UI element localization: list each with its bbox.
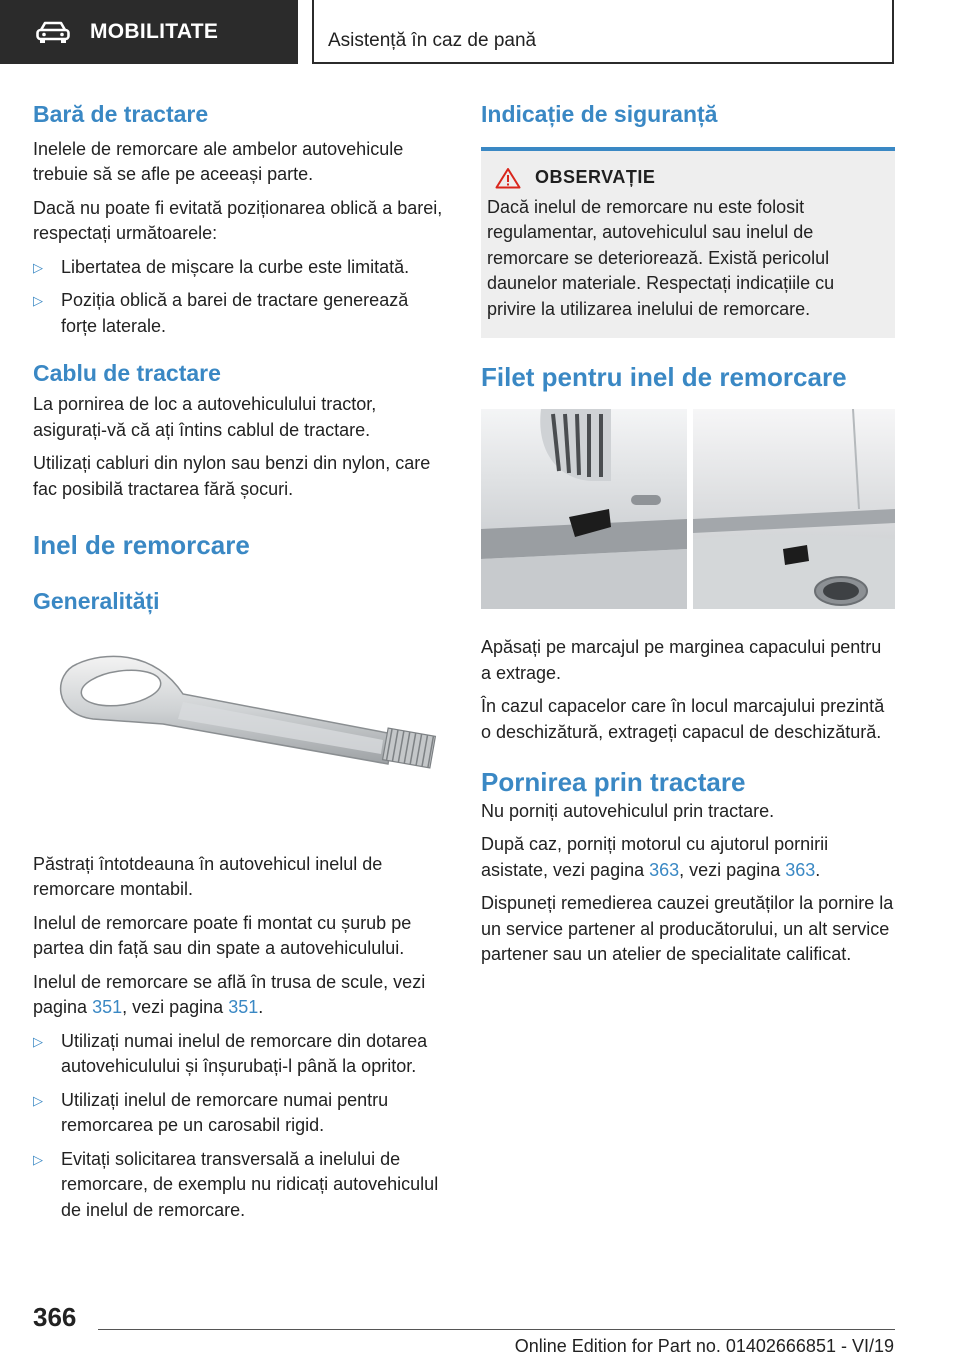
triangle-bullet-icon: ▷ — [33, 259, 43, 275]
tow-ring-paragraph-3: Inelul de remorcare se află în trusa de scule, vezi pagina 351, vezi pagina 351. — [33, 971, 426, 1018]
page-link[interactable]: 363 — [785, 859, 816, 880]
chapter-label: Asistență în caz de pană — [328, 30, 537, 51]
tow-ring-paragraph-1: Păstrați întotdeauna în autovehicul inelul de remorcare montabil. — [33, 853, 383, 900]
tow-start-paragraph-1: Nu porniți autovehiculul prin tractare. — [481, 800, 775, 821]
page-header — [0, 0, 960, 66]
thread-paragraph-1: Apăsați pe marcajul pe marginea capacului pentru a extrage. — [481, 637, 882, 683]
edition-text: Online Edition for Part no. 01402666851 - VI/19 — [514, 1336, 894, 1356]
list-item: ▷ Poziția oblică a barei de tractare generează forțe laterale. — [33, 290, 409, 336]
section-label: MOBILITATE — [90, 20, 219, 43]
safety-heading: Indicație de siguranță — [481, 101, 718, 127]
page-link[interactable]: 363 — [649, 859, 680, 880]
thread-paragraph-2: În cazul capacelor care în locul marcajului prezintă o deschizătură, extrageți capacul de deschizătură. — [481, 696, 885, 742]
list-item: ▷ Utilizați inelul de remorcare numai pentru remorcarea pe un carosabil rigid. — [33, 1089, 389, 1136]
tow-cable-paragraph-2: Utilizați cabluri din nylon sau benzi din nylon, care fac posibilă tractarea fără șocuri. — [33, 453, 431, 499]
tow-ring-heading: Inel de remorcare — [33, 530, 250, 560]
list-item: ▷ Utilizați numai inelul de remorcare din dotarea autovehiculului și înșurubați-l până la opritor. — [33, 1030, 428, 1077]
tow-start-paragraph-3: Dispuneți remedierea cauzei greutăților la pornire la un service partener al producătorului, un alt service partener sau un atelier de specialitate calificat. — [481, 893, 894, 965]
footer-divider — [98, 1329, 895, 1330]
thread-photos — [481, 409, 895, 609]
page-number: 366 — [33, 1302, 77, 1332]
triangle-bullet-icon: ▷ — [33, 1033, 43, 1049]
general-heading: Generalități — [33, 588, 160, 615]
car-icon — [36, 21, 70, 43]
rear-bumper-photo — [693, 409, 895, 609]
tow-ring-list — [33, 1029, 447, 1224]
warning-text: Dacă inelul de remorcare nu este folosit regulamentar, autovehiculul sau inelul de remorcare se deteriorează. Există pericolul daunelor materiale. Respectați indicațiile cu privire la utilizarea inelului de remorcare. — [487, 196, 835, 319]
right-column — [481, 100, 895, 976]
list-item: ▷ Libertatea de mișcare la curbe este limitată. — [33, 255, 447, 281]
tow-start-heading: Pornirea prin tractare — [481, 767, 746, 798]
triangle-bullet-icon: ▷ — [33, 1092, 43, 1108]
tow-ring-paragraph-2: Inelul de remorcare poate fi montat cu șurub pe partea din față sau din spate a autovehiculului. — [33, 912, 412, 959]
left-column — [33, 100, 447, 1231]
thread-heading: Filet pentru inel de remorcare — [481, 362, 847, 393]
warning-triangle-icon — [495, 167, 521, 189]
chapter-tab — [312, 0, 894, 64]
page-link[interactable]: 351 — [228, 997, 259, 1018]
tow-start-paragraph-2: După caz, porniți motorul cu ajutorul pornirii asistate, vezi pagina 363, vezi pagina 363. — [481, 834, 829, 880]
section-tab — [0, 0, 298, 64]
tow-cable-paragraph-1: La pornirea de loc a autovehiculului tractor, asigurați-vă că ați întins cablul de tractare. — [33, 394, 377, 440]
page-link[interactable]: 351 — [92, 997, 123, 1018]
warning-title: OBSERVAȚIE — [535, 167, 656, 188]
tow-bar-heading: Bară de tractare — [33, 101, 209, 127]
front-bumper-photo — [481, 409, 687, 609]
triangle-bullet-icon: ▷ — [33, 1151, 43, 1167]
tow-bar-list — [33, 255, 447, 340]
list-item: ▷ Evitați solicitarea transversală a inelului de remorcare, de exemplu nu ridicați autovehiculul de inelul de remorcare. — [33, 1148, 439, 1220]
triangle-bullet-icon: ▷ — [33, 293, 43, 309]
tow-ring-illustration — [33, 624, 447, 842]
tow-bar-paragraph-2: Dacă nu poate fi evitată poziționarea oblică a barei, respectați următoarele: — [33, 197, 443, 244]
warning-box — [481, 147, 895, 339]
tow-cable-heading: Cablu de tractare — [33, 360, 221, 387]
tow-bar-paragraph-1: Inelele de remorcare ale ambelor autovehicule trebuie să se afle pe aceeași parte. — [33, 138, 404, 185]
